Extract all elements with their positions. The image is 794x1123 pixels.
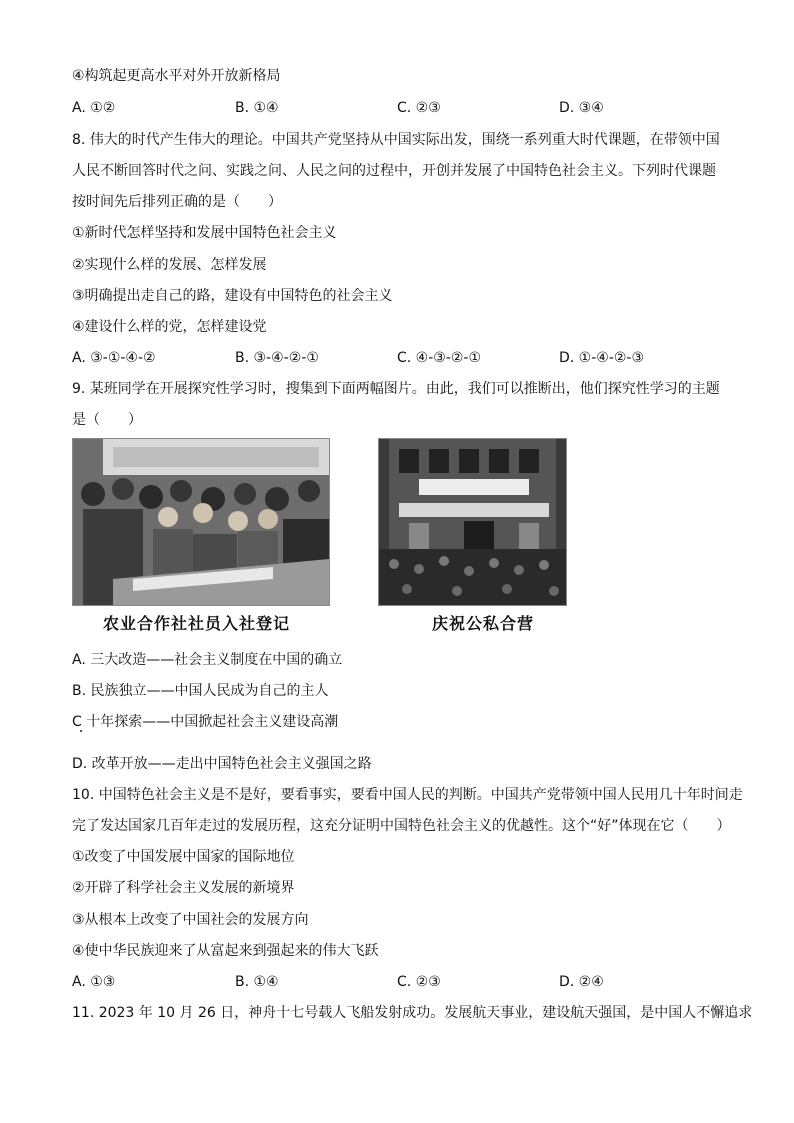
- photo-joint-ownership-celebration-image: [379, 439, 566, 605]
- q9-stem-line-1: 9. 某班同学在开展探究性学习时，搜集到下面两幅图片。由此，我们可以推断出，他们探究性学习的主题: [72, 381, 720, 397]
- q8-option-c: C. ④-③-②-①: [397, 350, 482, 366]
- q8-stem-line-2: 人民不断回答时代之问、实践之问、人民之问的过程中，开创并发展了中国特色社会主义。下列时代课题: [72, 163, 716, 179]
- q9-stem-line-2: 是（ ）: [72, 412, 142, 428]
- q8-option-b: B. ③-④-②-①: [235, 350, 319, 366]
- q7-item-4: ④构筑起更高水平对外开放新格局: [72, 68, 281, 84]
- q10-item-3: ③从根本上改变了中国社会的发展方向: [72, 912, 309, 928]
- q8-option-a: A. ③-①-④-②: [72, 350, 156, 366]
- q10-option-b: B. ①④: [235, 974, 279, 990]
- q7-option-c: C. ②③: [397, 100, 441, 116]
- q10-item-4: ④使中华民族迎来了从富起来到强起来的伟大飞跃: [72, 943, 379, 959]
- q7-option-d: D. ③④: [559, 100, 604, 116]
- photo-caption-joint-ownership: 庆祝公私合营: [432, 614, 535, 633]
- q10-item-2: ②开辟了科学社会主义发展的新境界: [72, 880, 295, 896]
- photo-joint-ownership-celebration: [378, 438, 567, 606]
- q8-item-4: ④建设什么样的党，怎样建设党: [72, 319, 267, 335]
- q8-stem-line-3: 按时间先后排列正确的是（ ）: [72, 194, 282, 210]
- photo-caption-cooperative: 农业合作社社员入社登记: [103, 614, 291, 633]
- q7-option-a: A. ①②: [72, 100, 116, 116]
- q9-option-b: B. 民族独立——中国人民成为自己的主人: [72, 683, 329, 699]
- q8-item-3: ③明确提出走自己的路，建设有中国特色的社会主义: [72, 288, 393, 304]
- photo-cooperative-registration: [72, 438, 330, 606]
- q8-item-1: ①新时代怎样坚持和发展中国特色社会主义: [72, 225, 337, 241]
- q9-option-c: C 十年探索——中国掀起社会主义建设高潮: [72, 714, 339, 730]
- q8-item-2: ②实现什么样的发展、怎样发展: [72, 257, 267, 273]
- q9-option-d: D. 改革开放——走出中国特色社会主义强国之路: [72, 756, 372, 772]
- q8-option-d: D. ①-④-②-③: [559, 350, 645, 366]
- q8-stem-line-1: 8. 伟大的时代产生伟大的理论。中国共产党坚持从中国实际出发，围绕一系列重大时代课题，在带领中国: [72, 132, 720, 148]
- q11-stem-line-1: 11. 2023 年 10 月 26 日，神舟十七号载人飞船发射成功。发展航天事业，建设航天强国，是中国人不懈追求: [72, 1005, 753, 1021]
- q10-option-a: A. ①③: [72, 974, 116, 990]
- q10-item-1: ①改变了中国发展中国家的国际地位: [72, 849, 295, 865]
- q10-option-c: C. ②③: [397, 974, 441, 990]
- stray-dot-mark: [80, 730, 82, 732]
- q7-option-b: B. ①④: [235, 100, 279, 116]
- q9-option-a: A. 三大改造——社会主义制度在中国的确立: [72, 652, 343, 668]
- q10-stem-line-2: 完了发达国家几百年走过的发展历程，这充分证明中国特色社会主义的优越性。这个“好”体现在它（ ）: [72, 818, 731, 834]
- photo-cooperative-registration-image: [73, 439, 329, 605]
- q10-option-d: D. ②④: [559, 974, 604, 990]
- q10-stem-line-1: 10. 中国特色社会主义是不是好，要看事实，要看中国人民的判断。中国共产党带领中国人民用几十年时间走: [72, 787, 743, 803]
